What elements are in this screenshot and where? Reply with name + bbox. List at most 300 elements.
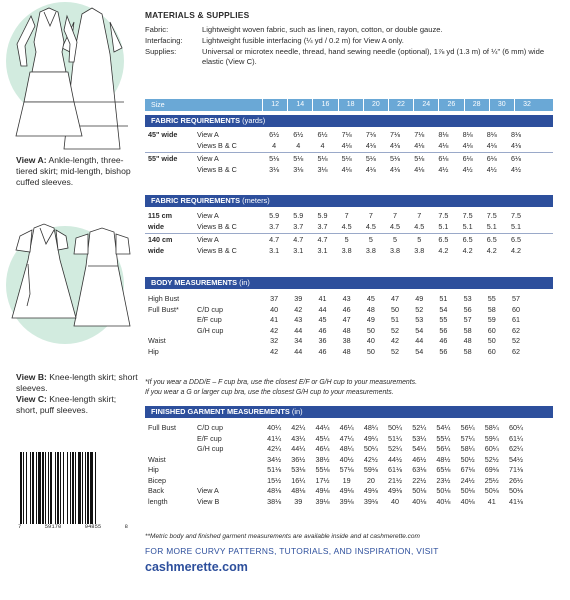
table-cell: 5.9 [293,211,304,220]
barcode-digit-group: 59170 [44,523,62,530]
table-cell: 4 [272,140,277,150]
table-cell: 4½ [486,164,497,174]
table-cell: 6.5 [462,235,473,244]
row-sublabel [197,336,262,347]
table-cell: 5⅛ [414,154,425,163]
table-cell: 41 [270,315,279,324]
divider [145,152,553,153]
more-patterns-text: FOR MORE CURVY PATTERNS, TUTORIALS, AND INSPIRATION, VISIT [145,546,439,556]
table-cell: 5.1 [438,221,449,231]
table-cell: 6⅛ [486,154,497,163]
table-cell: 38½ [315,454,330,464]
table-cell: 60 [487,346,496,356]
barcode-bar [67,452,68,524]
row-label: length [148,496,168,506]
table-cell: 50 [366,346,375,356]
table-cell: 4⅛ [341,140,352,150]
table-cell: 46 [318,346,327,356]
table-cell: 53¼ [412,433,427,443]
table-cell: 60 [487,325,496,335]
table-cell: 54¼ [436,423,451,432]
table-row [145,294,553,305]
website-link[interactable]: cashmerette.com [145,560,248,574]
barcode-bar [38,452,41,524]
table-cell: 52 [391,325,400,335]
materials-value: Lightweight woven fabric, such as linen, rayon, cotton, or double gauze. [202,25,443,34]
table-cell: 50 [487,336,496,345]
table-cell: 5⅛ [317,154,328,163]
table-cell: 7.5 [486,211,497,220]
table-cell: 57⅛ [339,465,354,474]
table-cell: 56¼ [460,423,475,432]
table-cell: 50 [366,325,375,335]
table-cell: 4.2 [510,245,521,255]
table-cell: 53 [463,294,472,303]
barcode [18,452,128,524]
table-cell: 60¼ [484,444,499,453]
table-cell: 16¼ [291,475,306,485]
finished-measurements-header [145,406,553,418]
table-cell: 7⅛ [390,130,401,139]
size-column-header: 12 [262,99,287,111]
table-cell: 40 [366,336,375,345]
table-cell: 49⅛ [363,486,378,495]
table-cell: 49¼ [363,433,378,443]
view-c-description [16,394,138,416]
table-cell: 50⅛ [436,486,451,495]
table-row [145,486,553,497]
row-label: Full Bust* [148,304,179,314]
table-cell: 23½ [436,475,451,485]
row-label [145,315,197,326]
table-cell: 32 [270,336,279,345]
table-cell: 7 [368,211,373,220]
table-cell: 22½ [412,475,427,485]
table-cell: 5.1 [462,221,473,231]
body-measurements-header [145,277,553,289]
barcode-bar [82,452,83,524]
fabric-meters-unit: (meters) [242,196,270,205]
table-cell: 54 [415,346,424,356]
table-cell: 47 [391,294,400,303]
finished-measurements-table [145,423,553,507]
row-sublabel: G/H cup [197,325,224,335]
table-row [145,444,553,455]
table-cell: 42 [270,346,279,356]
table-cell: 5.9 [317,211,328,220]
table-cell: 6.5 [438,235,449,244]
table-cell: 3.8 [414,245,425,255]
table-cell: 44 [294,325,303,335]
table-cell: 59⅛ [363,465,378,474]
row-sublabel [197,465,262,476]
table-cell: 71⅛ [508,465,523,474]
barcode-bar [95,452,96,524]
table-cell: 26½ [508,475,523,485]
table-cell: 7.5 [438,211,449,220]
row-sublabel: View A [197,235,219,244]
table-cell: 46 [342,304,351,314]
table-cell: 6½ [269,130,280,139]
table-row [145,130,553,141]
fabric-yards-unit: (yards) [242,116,266,125]
table-cell: 50½ [460,454,475,464]
row-label: High Bust [148,294,180,303]
table-cell: 5 [393,235,398,244]
table-cell: 15½ [267,475,282,485]
bra-size-note [145,378,555,398]
size-column-header: 16 [312,99,337,111]
table-cell: 54 [415,325,424,335]
barcode-bar [55,452,56,524]
table-cell: 4.7 [293,235,304,244]
table-cell: 34½ [267,454,282,464]
row-label: Back [148,486,164,495]
table-cell: 46½ [412,454,427,464]
fabric-meters-title: FABRIC REQUIREMENTS [151,196,241,205]
table-cell: 25½ [484,475,499,485]
table-row [145,305,553,316]
fabric-yards-header [145,115,553,127]
table-cell: 67⅛ [460,465,475,474]
table-cell: 4.5 [341,221,352,231]
table-cell: 5⅛ [390,154,401,163]
materials-value: Universal or microtex needle, thread, hand sewing needle (optional), 1⅞ yd (1.3 m) of ¼" (6 mm) wide elastic (View C). [202,47,545,66]
table-cell: 7 [417,211,422,220]
table-cell: 39 [294,294,303,303]
row-sublabel [197,347,262,358]
table-cell: 51¼ [388,433,403,443]
barcode-bar [85,452,86,524]
table-cell: 50⅛ [484,486,499,495]
table-cell: 4⅛ [365,140,376,150]
table-cell: 7⅛ [365,130,376,139]
table-cell: 52½ [484,454,499,464]
table-cell: 54¼ [412,444,427,453]
table-row [145,246,553,257]
size-column-header: 30 [489,99,514,111]
table-cell: 6.5 [510,235,521,244]
table-row [145,476,553,487]
table-cell: 58¼ [484,423,499,432]
table-cell: 3.7 [317,221,328,231]
table-row [145,141,553,152]
table-cell: 4⅛ [341,164,352,174]
view-a-description [16,155,138,188]
view-bc-dress-illustration [4,220,140,340]
size-column-header: 26 [438,99,463,111]
row-label [145,326,197,337]
table-cell: 37 [270,294,279,303]
row-label [145,444,197,455]
table-cell: 4½ [438,164,449,174]
table-cell: 44 [318,304,327,314]
table-cell: 8⅛ [462,130,473,139]
row-label: Full Bust [148,423,176,432]
table-cell: 19 [342,475,351,485]
table-cell: 48 [463,336,472,345]
barcode-bar [32,452,34,524]
barcode-bar [30,452,31,524]
table-cell: 42¼ [267,444,282,453]
table-cell: 62¼ [508,444,523,453]
table-cell: 69⅛ [484,465,499,474]
barcode-bar [36,452,37,524]
table-cell: 52 [511,336,520,345]
row-sublabel: G/H cup [197,444,224,453]
table-cell: 39⅛ [363,496,378,506]
table-row [145,497,553,508]
table-row [145,347,553,358]
row-label: wide [148,245,164,255]
table-cell: 62 [511,325,520,335]
barcode-bar [87,452,89,524]
materials-label: Supplies: [145,47,177,56]
materials-value: Lightweight fusible interfacing (¼ yd / 0.2 m) for View A only. [202,36,404,45]
table-cell: 5 [368,235,373,244]
table-cell: 47¼ [339,433,354,443]
table-row [145,211,553,222]
size-column-header: 24 [413,99,438,111]
table-cell: 4 [296,140,301,150]
row-sublabel: View A [197,211,219,220]
table-cell: 58 [463,325,472,335]
table-cell: 45 [366,294,375,303]
table-cell: 52¼ [388,444,403,453]
table-cell: 40 [270,304,279,314]
table-cell: 44½ [388,454,403,464]
table-cell: 4⅛ [390,164,401,174]
table-cell: 3⅛ [317,164,328,174]
body-unit: (in) [239,278,250,287]
table-cell: 7 [393,211,398,220]
table-cell: 5⅛ [365,154,376,163]
row-sublabel: View B [197,496,220,506]
table-cell: 4.7 [317,235,328,244]
table-row [145,465,553,476]
table-cell: 56 [463,304,472,314]
barcode-bar [48,452,49,524]
table-cell: 6.5 [486,235,497,244]
table-cell: 48⅛ [267,486,282,495]
table-row [145,222,553,233]
table-cell: 56¼ [436,444,451,453]
row-label: 115 cm [148,211,172,220]
row-label: 140 cm [148,235,173,244]
table-row [145,326,553,337]
size-column-header: 28 [464,99,489,111]
table-cell: 4.7 [269,235,280,244]
barcode-bar [78,452,81,524]
table-cell: 36½ [291,454,306,464]
table-cell: 5.1 [486,221,497,231]
table-cell: 48¼ [339,444,354,453]
table-cell: 42 [391,336,400,345]
view-c-name: View C: [16,394,47,404]
table-row [145,434,553,445]
table-cell: 39⅛ [339,496,354,506]
table-cell: 21½ [388,475,403,485]
table-cell: 55 [439,315,448,324]
table-cell: 17½ [315,475,330,485]
row-label: Hip [148,465,159,474]
table-cell: 54½ [508,454,523,464]
table-cell: 51 [391,315,400,324]
table-cell: 40½ [339,454,354,464]
table-cell: 55¼ [436,433,451,443]
table-cell: 8⅛ [486,130,497,139]
size-label: Size [151,101,165,109]
table-cell: 4.2 [462,245,473,255]
table-cell: 50¼ [363,444,378,453]
table-cell: 49⅛ [315,486,330,495]
table-cell: 5⅛ [341,154,352,163]
finished-unit: (in) [291,407,303,416]
size-cells [262,99,539,111]
table-cell: 48⅛ [291,486,306,495]
row-sublabel: Views B & C [197,221,237,231]
table-cell: 4⅛ [390,140,401,150]
table-cell: 47 [342,315,351,324]
materials-label: Interfacing: [145,36,183,45]
table-cell: 6⅛ [438,154,449,163]
table-cell: 43¼ [291,433,306,443]
table-cell: 4½ [462,164,473,174]
table-cell: 49 [366,315,375,324]
bra-note-line: *If you wear a DDD/E – F cup bra, use the closest E/F or G/H cup to your measurements. [145,379,418,386]
materials-row [145,25,555,35]
row-label: wide [148,221,164,231]
table-cell: 42¼ [291,423,306,432]
materials-row [145,47,555,67]
size-column-header: 18 [338,99,363,111]
table-cell: 6½ [317,130,328,139]
view-a-dress-illustration [4,4,140,154]
table-cell: 55⅛ [315,465,330,474]
table-cell: 52 [415,304,424,314]
barcode-bar [60,452,61,524]
table-cell: 5 [344,235,349,244]
table-cell: 52¼ [412,423,427,432]
table-row [145,315,553,326]
table-cell: 39⅛ [315,496,330,506]
table-cell: 3.8 [365,245,376,255]
table-cell: 4⅛ [510,140,521,150]
barcode-bar [23,452,24,524]
table-cell: 49⅛ [339,486,354,495]
finished-title: FINISHED GARMENT MEASUREMENTS [151,407,290,416]
table-cell: 56 [439,346,448,356]
table-cell: 56 [439,325,448,335]
barcode-bar [63,452,64,524]
row-label [145,141,197,152]
table-cell: 7⅛ [414,130,425,139]
table-row [145,235,553,246]
row-sublabel: Views B & C [197,164,237,174]
table-cell: 4⅛ [414,140,425,150]
row-sublabel: Views B & C [197,245,237,255]
table-cell: 44¼ [315,423,330,432]
table-cell: 40¼ [267,423,282,432]
table-cell: 38⅛ [267,496,282,506]
table-cell: 7.5 [462,211,473,220]
table-row [145,165,553,176]
view-c-text: Knee-length skirt; short, puff sleeves. [16,394,117,415]
table-cell: 3.7 [269,221,280,231]
table-cell: 3.1 [293,245,304,255]
table-cell: 41¼ [267,433,282,443]
table-cell: 34 [294,336,303,345]
table-cell: 49⅛ [388,486,403,495]
table-cell: 6⅛ [462,154,473,163]
table-row [145,423,553,434]
table-cell: 5.1 [510,221,521,231]
barcode-bar [42,452,44,524]
barcode-bar [20,452,22,524]
bra-note-line: If you wear a G or larger cup bra, use the closest G/H cup to your measurements. [145,389,394,396]
barcode-bar [45,452,46,524]
table-cell: 46 [318,325,327,335]
materials-section [145,10,555,68]
table-cell: 4.5 [365,221,376,231]
table-cell: 40⅛ [460,496,475,506]
row-label: 55" wide [148,154,178,163]
barcode-bar [70,452,71,524]
barcode-bar [72,452,74,524]
table-cell: 39 [294,496,303,506]
barcode-digits [18,523,128,530]
table-cell: 60¼ [508,423,523,432]
barcode-bar [57,452,59,524]
fabric-yards-title: FABRIC REQUIREMENTS [151,116,241,125]
table-cell: 50⅛ [508,486,523,495]
table-cell: 4 [320,140,325,150]
row-sublabel: C/D cup [197,423,223,432]
table-cell: 46¼ [339,423,354,432]
table-cell: 40 [391,496,400,506]
table-cell: 46 [439,336,448,345]
row-sublabel [197,294,262,305]
table-cell: 4.2 [438,245,449,255]
body-measurements-table [145,294,553,357]
table-cell: 8⅛ [510,130,521,139]
table-cell: 44¼ [291,444,306,453]
table-cell: 48 [342,325,351,335]
table-cell: 50⅛ [460,486,475,495]
barcode-digit-group: 7 [18,523,22,530]
table-cell: 36 [318,336,327,345]
table-cell: 51⅛ [267,465,282,474]
row-label [145,165,197,176]
table-cell: 48 [366,304,375,314]
view-b-text: Knee-length skirt; short sleeves. [16,372,138,393]
table-cell: 58 [463,346,472,356]
materials-title: MATERIALS & SUPPLIES [145,10,250,20]
fabric-meters-table [145,211,553,256]
table-cell: 61 [511,315,520,324]
table-cell: 50⅛ [412,486,427,495]
table-cell: 50 [391,304,400,314]
table-row [145,336,553,347]
table-cell: 5.9 [269,211,280,220]
barcode-bar [26,452,27,524]
table-cell: 57 [463,315,472,324]
table-cell: 52 [391,346,400,356]
view-b-description [16,372,138,394]
row-label: Waist [148,336,166,345]
table-cell: 61¼ [508,433,523,443]
row-sublabel [197,476,262,487]
